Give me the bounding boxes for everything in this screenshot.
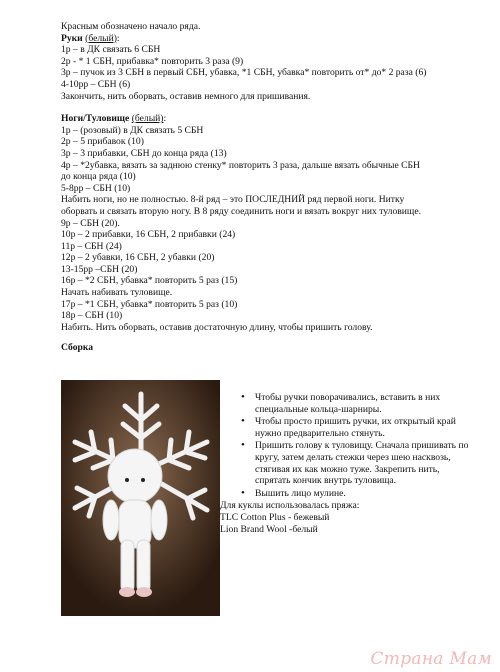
legs-row: 3р – 3 прибавки, СБН до конца ряда (13) (61, 147, 227, 159)
arms-colon: : (116, 32, 120, 44)
legs-row: 16р – *2 СБН, убавка* повторить 5 раз (15) (61, 275, 238, 287)
legs-title: Ноги/Туловище (61, 113, 130, 125)
legs-row: до конца ряда (10) (61, 171, 136, 183)
legs-row: 1р – (розовый) в ДК связать 5 СБН (61, 124, 204, 136)
pattern-text (61, 21, 461, 354)
legs-heading (61, 113, 461, 125)
legs-row: 13-15рр –СБН (20) (61, 263, 138, 275)
legs-row: 11р – СБН (24) (61, 240, 122, 252)
assembly-bullet: • Чтобы ручки поворачивались, вставить в них специальные кольца-шарниры. (255, 392, 472, 415)
legs-row: 12р – 2 убавки, 16 СБН, 2 убавки (20) (61, 252, 215, 264)
snowflake-doll-illustration (61, 380, 220, 616)
arms-title: Руки (61, 32, 83, 44)
legs-row: 10р – 2 прибавки, 16 СБН, 2 прибавки (24) (61, 229, 236, 241)
arms-row: 4-10рр – СБН (6) (61, 78, 131, 90)
legs-row: Набить ноги, но не полностью. 8-й ряд – это ПОСЛЕДНИЙ ряд первой ноги. Нитку (61, 194, 405, 206)
legs-colon: : (163, 113, 167, 125)
assembly-bullet-list (232, 392, 472, 499)
legs-row: 4р – *2убавка, вязать за заднюю стенку* повторить 3 раза, дальше вязать обычные СБН (61, 159, 420, 171)
yarn-note: Для куклы использовалась пряжа: (220, 500, 360, 512)
arms-row: Закончить, нить оборвать, оставив немного для пришивания. (61, 90, 311, 102)
arms-color-note: (белый) (85, 32, 117, 44)
yarn-item: TLC Cotton Plus - бежевый (220, 511, 330, 523)
assembly-bullet: • Вышить лицо мулине. (255, 488, 472, 500)
legs-row: 17р – *1 СБН, убавка* повторить 5 раз (10) (61, 298, 238, 310)
assembly-bullet: • Чтобы просто пришить ручки, их открытый край нужно предварительно стянуть. (255, 416, 472, 439)
legs-row: Начать набивать туловище. (61, 287, 173, 299)
legs-row: 18р – СБН (10) (61, 310, 123, 322)
arms-row: 3р – пучок из 3 СБН в первый СБН, убавка, *1 СБН, убавка* повторить от* до* 2 раза (6) (61, 67, 427, 79)
legs-row: 5-8рр – СБН (10) (61, 182, 131, 194)
arms-row: 2р - * 1 СБН, прибавка* повторить 3 раза (9) (61, 55, 244, 67)
legs-color-note: (белый) (131, 113, 164, 125)
arms-heading (61, 33, 461, 45)
legs-row: Набить. Нить оборвать, оставив достаточную длину, чтобы пришить голову. (61, 321, 373, 333)
legs-row: оборвать и связать вторую ногу. В 8 ряду соединить ноги и вязать вокруг них туловище. (61, 205, 421, 217)
assembly-heading: Сборка (61, 342, 94, 354)
watermark-logo: Страна Мам (370, 649, 492, 669)
arms-row: 1р – в ДК связать 6 СБН (61, 44, 161, 56)
intro-text: Красным обозначено начало ряда. (61, 21, 201, 32)
yarn-item: Lion Brand Wool -белый (220, 523, 318, 535)
assembly-instructions (220, 392, 472, 535)
legs-row: 9р – СБН (20). (61, 217, 120, 229)
legs-row: 2р – 5 прибавок (10) (61, 136, 144, 148)
doll-photo (61, 380, 220, 616)
assembly-bullet: • Пришить голову к туловищу. Сначала пришивать по кругу, затем делать стежки через шею насквозь, стягивая их как можно туже. Закрепить нить, спрятать кончик внутрь туловища. (255, 440, 472, 486)
